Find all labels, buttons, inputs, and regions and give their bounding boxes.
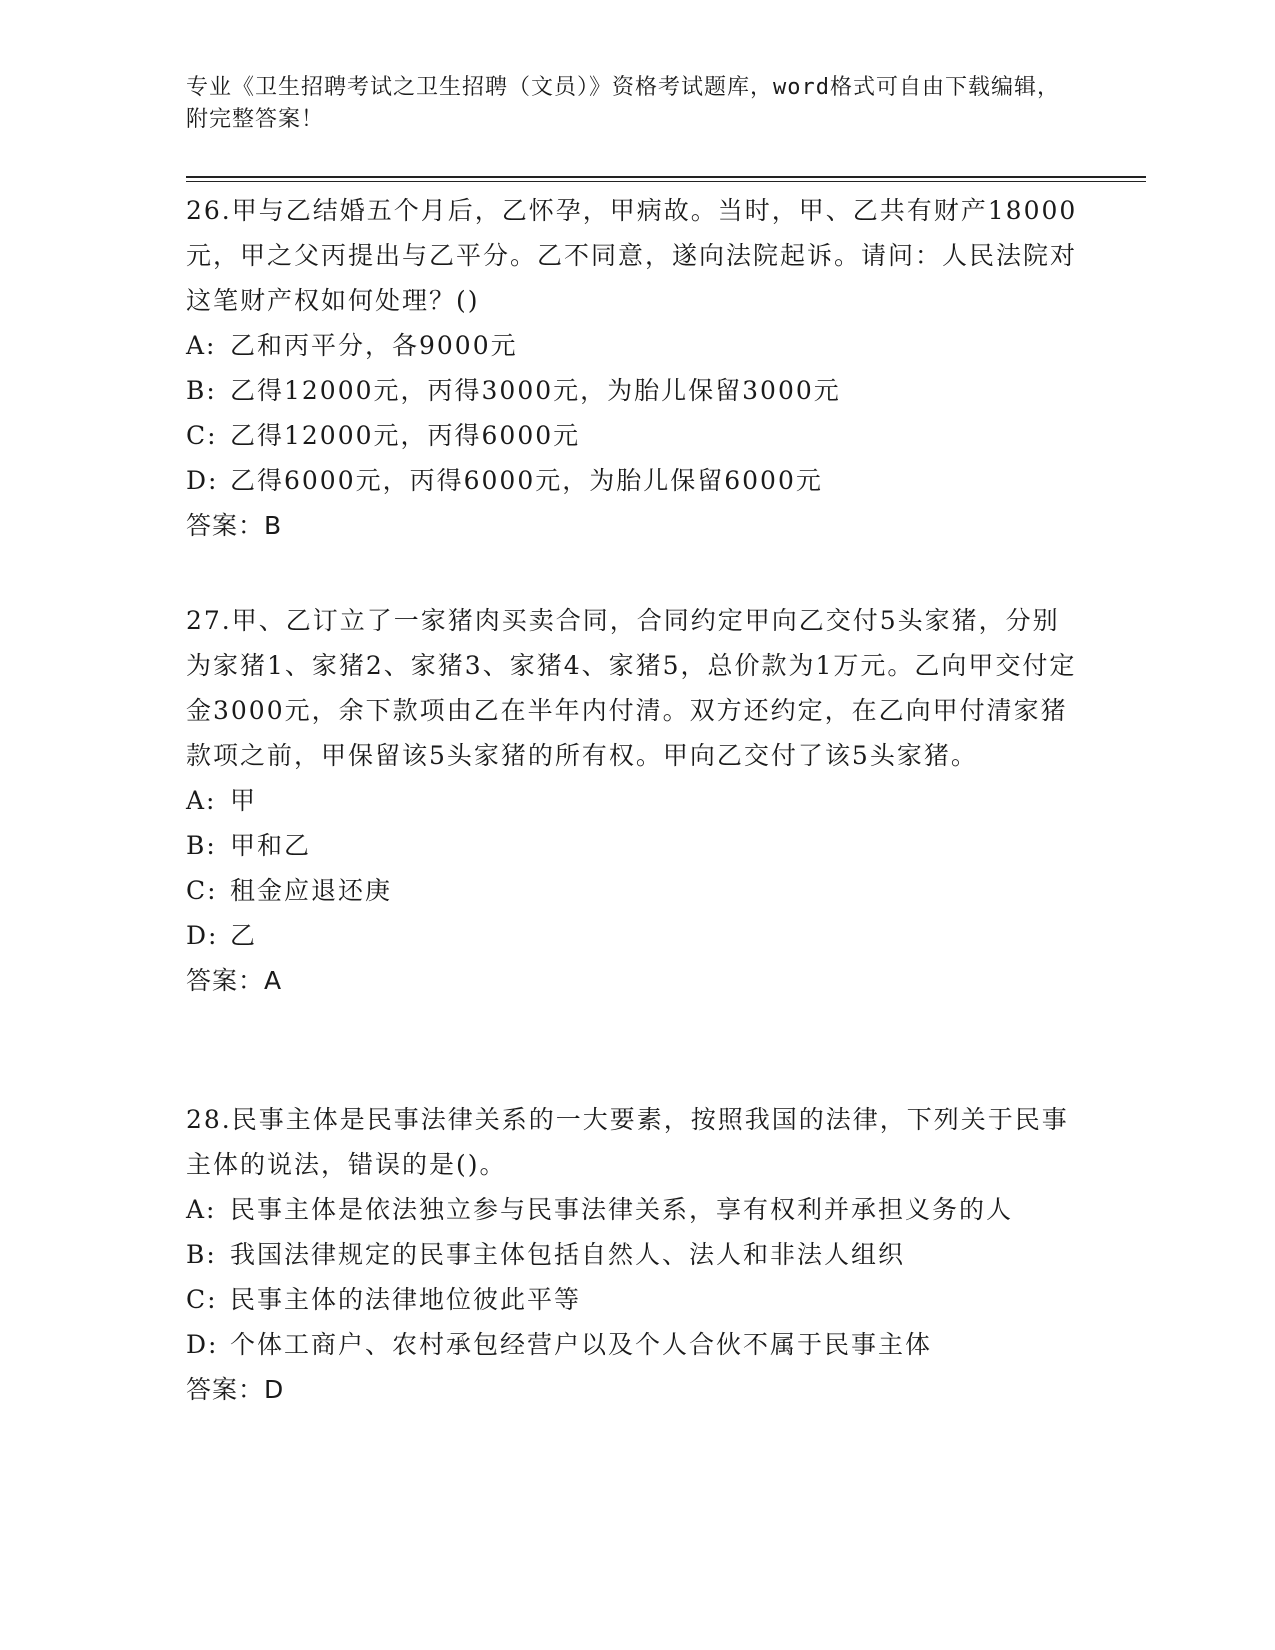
option-label: B: [186,831,217,860]
option-text: 乙得12000元，丙得3000元，为胎儿保留3000元 [230,376,841,405]
question-27 [186,598,1086,1003]
answer: 答案：B [186,511,283,540]
option-label: A: [186,786,217,815]
option-label: D: [186,921,219,950]
option-text: 乙得12000元，丙得6000元 [230,421,581,450]
option-label: B: [186,376,217,405]
question-text: 27.甲、乙订立了一家猪肉买卖合同，合同约定甲向乙交付5头家猪，分别为家猪1、家猪2、家猪3、家猪4、家猪5，总价款为1万元。乙向甲交付定金3000元，余下款项由乙在半年内付清。双方还约定，在乙向甲付清家猪款项之前，甲保留该5头家猪的所有权。甲向乙交付了该5头家猪。 [186,606,1077,770]
question-26 [186,188,1086,548]
option-d [186,1322,1086,1367]
option-label: A: [186,331,217,360]
question-text: 28.民事主体是民事法律关系的一大要素，按照我国的法律，下列关于民事主体的说法，错误的是()。 [186,1105,1069,1179]
option-a [186,1187,1086,1232]
option-d [186,913,1086,958]
option-b [186,1232,1086,1277]
option-label: B: [186,1240,217,1269]
option-text: 乙和丙平分，各9000元 [230,331,518,360]
option-text: 民事主体的法律地位彼此平等 [230,1285,582,1314]
option-label: C: [186,876,218,905]
option-a [186,778,1086,823]
option-label: D: [186,1330,219,1359]
option-d [186,458,1086,503]
question-28 [186,1097,1086,1412]
question-text: 26.甲与乙结婚五个月后，乙怀孕，甲病故。当时，甲、乙共有财产18000元，甲之父丙提出与乙平分。乙不同意，遂向法院起诉。请问：人民法院对这笔财产权如何处理？() [186,196,1078,315]
option-label: C: [186,421,218,450]
header-divider-thin [186,181,1146,182]
option-text: 我国法律规定的民事主体包括自然人、法人和非法人组织 [230,1240,906,1269]
option-text: 乙得6000元，丙得6000元，为胎儿保留6000元 [230,466,823,495]
option-text: 个体工商户、农村承包经营户以及个人合伙不属于民事主体 [230,1330,933,1359]
option-b [186,823,1086,868]
option-text: 乙 [230,921,258,950]
option-text: 甲 [230,786,258,815]
option-c [186,868,1086,913]
document-header: 专业《卫生招聘考试之卫生招聘（文员）》资格考试题库，word格式可自由下载编辑，附完整答案！ [186,75,1060,132]
answer: 答案：D [186,1375,285,1404]
option-b [186,368,1086,413]
option-text: 租金应退还庚 [230,876,393,905]
header-divider [186,176,1146,178]
option-label: C: [186,1285,218,1314]
option-text: 民事主体是依法独立参与民事法律关系，享有权利并承担义务的人 [230,1195,1014,1224]
option-text: 甲和乙 [230,831,312,860]
answer: 答案：A [186,966,283,995]
option-label: A: [186,1195,217,1224]
option-label: D: [186,466,219,495]
option-a [186,323,1086,368]
option-c [186,413,1086,458]
option-c [186,1277,1086,1322]
